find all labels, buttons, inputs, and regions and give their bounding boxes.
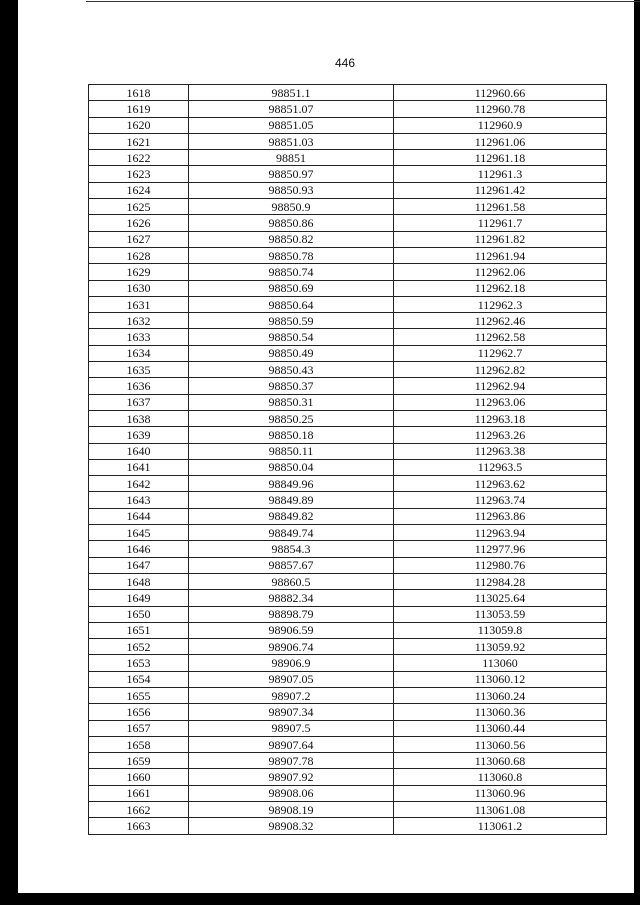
- table-row: [89, 704, 607, 720]
- point-number-cell: 1656: [89, 704, 189, 720]
- table-row: [89, 769, 607, 785]
- x-coordinate-cell: 98850.9: [189, 199, 394, 215]
- point-number-cell: 1651: [89, 622, 189, 638]
- y-coordinate-cell: 112960.78: [394, 101, 607, 117]
- y-coordinate-cell: 113053.59: [394, 606, 607, 622]
- y-coordinate-cell: 112963.86: [394, 508, 607, 524]
- y-coordinate-cell: 112963.5: [394, 459, 607, 475]
- point-number-cell: 1620: [89, 117, 189, 133]
- table-row: [89, 639, 607, 655]
- point-number-cell: 1659: [89, 753, 189, 769]
- y-coordinate-cell: 112962.82: [394, 362, 607, 378]
- y-coordinate-cell: 112961.18: [394, 150, 607, 166]
- point-number-cell: 1646: [89, 541, 189, 557]
- point-number-cell: 1635: [89, 362, 189, 378]
- x-coordinate-cell: 98851.1: [189, 85, 394, 101]
- point-number-cell: 1663: [89, 818, 189, 834]
- y-coordinate-cell: 113060: [394, 655, 607, 671]
- x-coordinate-cell: 98908.32: [189, 818, 394, 834]
- table-row: [89, 199, 607, 215]
- x-coordinate-cell: 98907.92: [189, 769, 394, 785]
- coordinate-table: [88, 84, 607, 835]
- y-coordinate-cell: 112963.06: [394, 394, 607, 410]
- table-row: [89, 215, 607, 231]
- y-coordinate-cell: 112963.38: [394, 443, 607, 459]
- point-number-cell: 1657: [89, 720, 189, 736]
- point-number-cell: 1633: [89, 329, 189, 345]
- x-coordinate-cell: 98850.31: [189, 394, 394, 410]
- point-number-cell: 1622: [89, 150, 189, 166]
- point-number-cell: 1660: [89, 769, 189, 785]
- table-row: [89, 378, 607, 394]
- y-coordinate-cell: 113025.64: [394, 590, 607, 606]
- table-row: [89, 720, 607, 736]
- point-number-cell: 1645: [89, 525, 189, 541]
- y-coordinate-cell: 113060.12: [394, 671, 607, 687]
- table-row: [89, 313, 607, 329]
- x-coordinate-cell: 98850.93: [189, 182, 394, 198]
- table-row: [89, 492, 607, 508]
- point-number-cell: 1638: [89, 410, 189, 426]
- point-number-cell: 1618: [89, 85, 189, 101]
- x-coordinate-cell: 98906.59: [189, 622, 394, 638]
- table-row: [89, 150, 607, 166]
- point-number-cell: 1629: [89, 264, 189, 280]
- table-row: [89, 459, 607, 475]
- y-coordinate-cell: 112963.26: [394, 427, 607, 443]
- y-coordinate-cell: 112962.7: [394, 345, 607, 361]
- table-row: [89, 687, 607, 703]
- point-number-cell: 1650: [89, 606, 189, 622]
- top-rule: [86, 1, 640, 2]
- scan-bottom-border: [0, 893, 640, 905]
- table-row: [89, 655, 607, 671]
- x-coordinate-cell: 98907.34: [189, 704, 394, 720]
- scan-right-border: [634, 0, 640, 905]
- point-number-cell: 1662: [89, 802, 189, 818]
- x-coordinate-cell: 98850.59: [189, 313, 394, 329]
- y-coordinate-cell: 112960.9: [394, 117, 607, 133]
- y-coordinate-cell: 113060.96: [394, 785, 607, 801]
- y-coordinate-cell: 112962.94: [394, 378, 607, 394]
- point-number-cell: 1627: [89, 231, 189, 247]
- y-coordinate-cell: 112960.66: [394, 85, 607, 101]
- x-coordinate-cell: 98908.06: [189, 785, 394, 801]
- point-number-cell: 1630: [89, 280, 189, 296]
- table-row: [89, 264, 607, 280]
- point-number-cell: 1642: [89, 476, 189, 492]
- x-coordinate-cell: 98907.78: [189, 753, 394, 769]
- point-number-cell: 1653: [89, 655, 189, 671]
- x-coordinate-cell: 98898.79: [189, 606, 394, 622]
- y-coordinate-cell: 113061.2: [394, 818, 607, 834]
- y-coordinate-cell: 112961.94: [394, 247, 607, 263]
- table-row: [89, 133, 607, 149]
- page-number: 446: [334, 56, 356, 70]
- table-row: [89, 85, 607, 101]
- x-coordinate-cell: 98850.37: [189, 378, 394, 394]
- x-coordinate-cell: 98850.11: [189, 443, 394, 459]
- x-coordinate-cell: 98907.2: [189, 687, 394, 703]
- x-coordinate-cell: 98851: [189, 150, 394, 166]
- x-coordinate-cell: 98849.74: [189, 525, 394, 541]
- x-coordinate-cell: 98850.43: [189, 362, 394, 378]
- table-row: [89, 231, 607, 247]
- table-row: [89, 443, 607, 459]
- table-row: [89, 329, 607, 345]
- table-row: [89, 573, 607, 589]
- y-coordinate-cell: 112984.28: [394, 573, 607, 589]
- table-row: [89, 280, 607, 296]
- x-coordinate-cell: 98850.97: [189, 166, 394, 182]
- y-coordinate-cell: 112963.18: [394, 410, 607, 426]
- point-number-cell: 1652: [89, 639, 189, 655]
- x-coordinate-cell: 98850.54: [189, 329, 394, 345]
- table-row: [89, 525, 607, 541]
- table-row: [89, 671, 607, 687]
- table-row: [89, 606, 607, 622]
- point-number-cell: 1631: [89, 296, 189, 312]
- point-number-cell: 1621: [89, 133, 189, 149]
- y-coordinate-cell: 112962.58: [394, 329, 607, 345]
- x-coordinate-cell: 98850.86: [189, 215, 394, 231]
- point-number-cell: 1661: [89, 785, 189, 801]
- y-coordinate-cell: 112962.3: [394, 296, 607, 312]
- point-number-cell: 1624: [89, 182, 189, 198]
- point-number-cell: 1625: [89, 199, 189, 215]
- table-row: [89, 736, 607, 752]
- x-coordinate-cell: 98882.34: [189, 590, 394, 606]
- point-number-cell: 1658: [89, 736, 189, 752]
- y-coordinate-cell: 113060.68: [394, 753, 607, 769]
- scan-left-border: [0, 0, 18, 905]
- y-coordinate-cell: 112961.82: [394, 231, 607, 247]
- y-coordinate-cell: 113059.92: [394, 639, 607, 655]
- table-row: [89, 802, 607, 818]
- table-row: [89, 753, 607, 769]
- coordinate-table-body: [89, 85, 607, 835]
- point-number-cell: 1626: [89, 215, 189, 231]
- x-coordinate-cell: 98850.74: [189, 264, 394, 280]
- x-coordinate-cell: 98850.49: [189, 345, 394, 361]
- x-coordinate-cell: 98908.19: [189, 802, 394, 818]
- x-coordinate-cell: 98906.74: [189, 639, 394, 655]
- x-coordinate-cell: 98850.69: [189, 280, 394, 296]
- y-coordinate-cell: 112963.62: [394, 476, 607, 492]
- point-number-cell: 1655: [89, 687, 189, 703]
- table-row: [89, 410, 607, 426]
- x-coordinate-cell: 98907.64: [189, 736, 394, 752]
- point-number-cell: 1639: [89, 427, 189, 443]
- x-coordinate-cell: 98850.18: [189, 427, 394, 443]
- table-row: [89, 785, 607, 801]
- point-number-cell: 1623: [89, 166, 189, 182]
- x-coordinate-cell: 98849.96: [189, 476, 394, 492]
- y-coordinate-cell: 112977.96: [394, 541, 607, 557]
- y-coordinate-cell: 113060.36: [394, 704, 607, 720]
- y-coordinate-cell: 112962.18: [394, 280, 607, 296]
- y-coordinate-cell: 113060.24: [394, 687, 607, 703]
- point-number-cell: 1619: [89, 101, 189, 117]
- point-number-cell: 1632: [89, 313, 189, 329]
- y-coordinate-cell: 113060.8: [394, 769, 607, 785]
- point-number-cell: 1641: [89, 459, 189, 475]
- x-coordinate-cell: 98860.5: [189, 573, 394, 589]
- y-coordinate-cell: 112961.58: [394, 199, 607, 215]
- table-row: [89, 117, 607, 133]
- point-number-cell: 1649: [89, 590, 189, 606]
- y-coordinate-cell: 112962.06: [394, 264, 607, 280]
- y-coordinate-cell: 112980.76: [394, 557, 607, 573]
- point-number-cell: 1654: [89, 671, 189, 687]
- table-row: [89, 476, 607, 492]
- table-row: [89, 508, 607, 524]
- table-row: [89, 362, 607, 378]
- table-row: [89, 345, 607, 361]
- x-coordinate-cell: 98850.04: [189, 459, 394, 475]
- y-coordinate-cell: 112961.06: [394, 133, 607, 149]
- x-coordinate-cell: 98857.67: [189, 557, 394, 573]
- point-number-cell: 1643: [89, 492, 189, 508]
- x-coordinate-cell: 98851.07: [189, 101, 394, 117]
- table-row: [89, 622, 607, 638]
- table-row: [89, 247, 607, 263]
- table-row: [89, 557, 607, 573]
- x-coordinate-cell: 98850.78: [189, 247, 394, 263]
- table-row: [89, 590, 607, 606]
- x-coordinate-cell: 98849.89: [189, 492, 394, 508]
- y-coordinate-cell: 113059.8: [394, 622, 607, 638]
- point-number-cell: 1647: [89, 557, 189, 573]
- x-coordinate-cell: 98850.25: [189, 410, 394, 426]
- table-row: [89, 182, 607, 198]
- y-coordinate-cell: 113061.08: [394, 802, 607, 818]
- point-number-cell: 1644: [89, 508, 189, 524]
- point-number-cell: 1636: [89, 378, 189, 394]
- table-row: [89, 296, 607, 312]
- x-coordinate-cell: 98850.64: [189, 296, 394, 312]
- y-coordinate-cell: 112961.3: [394, 166, 607, 182]
- x-coordinate-cell: 98907.05: [189, 671, 394, 687]
- point-number-cell: 1648: [89, 573, 189, 589]
- y-coordinate-cell: 112962.46: [394, 313, 607, 329]
- y-coordinate-cell: 113060.44: [394, 720, 607, 736]
- x-coordinate-cell: 98906.9: [189, 655, 394, 671]
- y-coordinate-cell: 112961.7: [394, 215, 607, 231]
- point-number-cell: 1640: [89, 443, 189, 459]
- x-coordinate-cell: 98851.05: [189, 117, 394, 133]
- y-coordinate-cell: 112963.94: [394, 525, 607, 541]
- x-coordinate-cell: 98849.82: [189, 508, 394, 524]
- point-number-cell: 1634: [89, 345, 189, 361]
- x-coordinate-cell: 98854.3: [189, 541, 394, 557]
- table-row: [89, 541, 607, 557]
- y-coordinate-cell: 112961.42: [394, 182, 607, 198]
- point-number-cell: 1637: [89, 394, 189, 410]
- table-row: [89, 394, 607, 410]
- table-row: [89, 166, 607, 182]
- point-number-cell: 1628: [89, 247, 189, 263]
- y-coordinate-cell: 113060.56: [394, 736, 607, 752]
- table-row: [89, 818, 607, 834]
- x-coordinate-cell: 98850.82: [189, 231, 394, 247]
- y-coordinate-cell: 112963.74: [394, 492, 607, 508]
- table-row: [89, 427, 607, 443]
- x-coordinate-cell: 98851.03: [189, 133, 394, 149]
- x-coordinate-cell: 98907.5: [189, 720, 394, 736]
- table-row: [89, 101, 607, 117]
